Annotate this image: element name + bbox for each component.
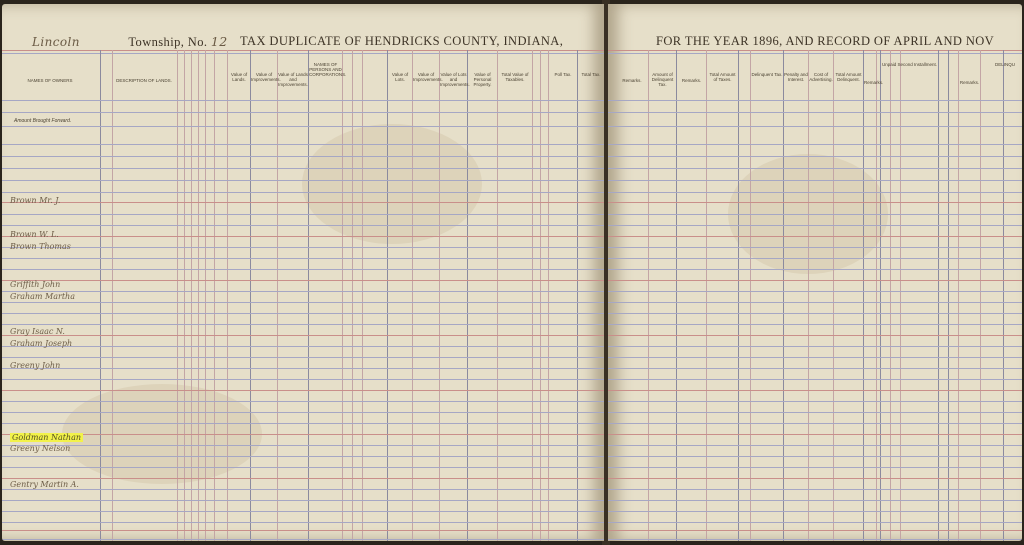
township-label: Township, No. xyxy=(128,35,208,49)
ledger-title-left: TAX DUPLICATE OF HENDRICKS COUNTY, INDIANA, xyxy=(240,34,564,48)
header-value-lots: Value of Lots. xyxy=(391,72,409,82)
owner-name: Greeny Nelson xyxy=(10,444,71,453)
header-unpaid-second-installment: Unpaid Second Installment. xyxy=(881,62,938,67)
brought-forward-label: Amount Brought Forward. xyxy=(14,118,72,124)
owner-name: Graham Joseph xyxy=(10,339,73,348)
header-cost-advertising: Cost of Advertising. xyxy=(809,72,833,82)
header-description: DESCRIPTION OF LANDS. xyxy=(116,78,172,83)
ledger-title-right: FOR THE YEAR 1896, AND RECORD OF APRIL AND NOV xyxy=(656,34,995,48)
owner-name: Brown Thomas xyxy=(10,242,71,251)
owner-name: Griffith John xyxy=(10,280,61,289)
header-remarks: Remarks. xyxy=(622,78,642,83)
header-names-of-owners: NAMES OF OWNERS xyxy=(27,78,73,83)
left-page xyxy=(2,4,604,541)
owner-name: Greeny John xyxy=(10,361,61,370)
right-page xyxy=(608,4,1022,541)
highlighted-owner-entry[interactable] xyxy=(10,433,83,442)
township-name: Lincoln xyxy=(32,35,80,49)
header-delinquent-tax: Delinquent Tax. xyxy=(751,72,783,77)
header-poll-tax: Poll Tax. xyxy=(554,72,572,77)
header-remarks: Remarks. xyxy=(864,80,884,85)
header-total-tax: Total Tax. xyxy=(581,72,601,77)
township-heading xyxy=(32,34,228,50)
owner-name: Brown Mr. J. xyxy=(10,196,61,205)
header-total-delinquent: Total Amount Delinquent. xyxy=(835,72,862,82)
header-total-amount-taxes: Total Amount of Taxes. xyxy=(709,72,736,82)
header-value-lot-improvements: Value of Improvements. xyxy=(413,72,443,82)
header-remarks: Remarks. xyxy=(959,80,980,85)
header-value-improvements: Value of Improvements. xyxy=(251,72,281,82)
owner-name: Brown W. L. xyxy=(10,230,59,239)
owner-name: Gray Isaac N. xyxy=(10,327,65,336)
header-value-lots-and-improvements: Value of Lots and Improvements. xyxy=(440,72,470,87)
header-persons-corporations: NAMES OF PERSONS AND CORPORATIONS. xyxy=(309,62,347,77)
highlighted-owner-name: Goldman Nathan xyxy=(12,433,81,442)
paper-stain xyxy=(302,124,482,244)
header-value-lands-improvements: Value of Lands and Improvements. xyxy=(278,72,308,87)
header-delinquent-amount: Amount of Delinquent Tax. xyxy=(651,72,674,87)
header-penalty-interest: Penalty and Interest. xyxy=(784,72,808,82)
header-delinquent-cut: DELINQU xyxy=(994,62,1015,67)
header-value-lands: Value of Lands. xyxy=(230,72,248,82)
owner-name: Gentry Martin A. xyxy=(10,480,79,489)
owner-name: Graham Martha xyxy=(10,292,75,301)
header-personal-property: Value of Personal Property. xyxy=(473,72,492,87)
header-remarks: Remarks. xyxy=(681,78,702,83)
township-number: 12 xyxy=(210,34,228,49)
header-total-value: Total Value of Taxables. xyxy=(501,72,529,82)
